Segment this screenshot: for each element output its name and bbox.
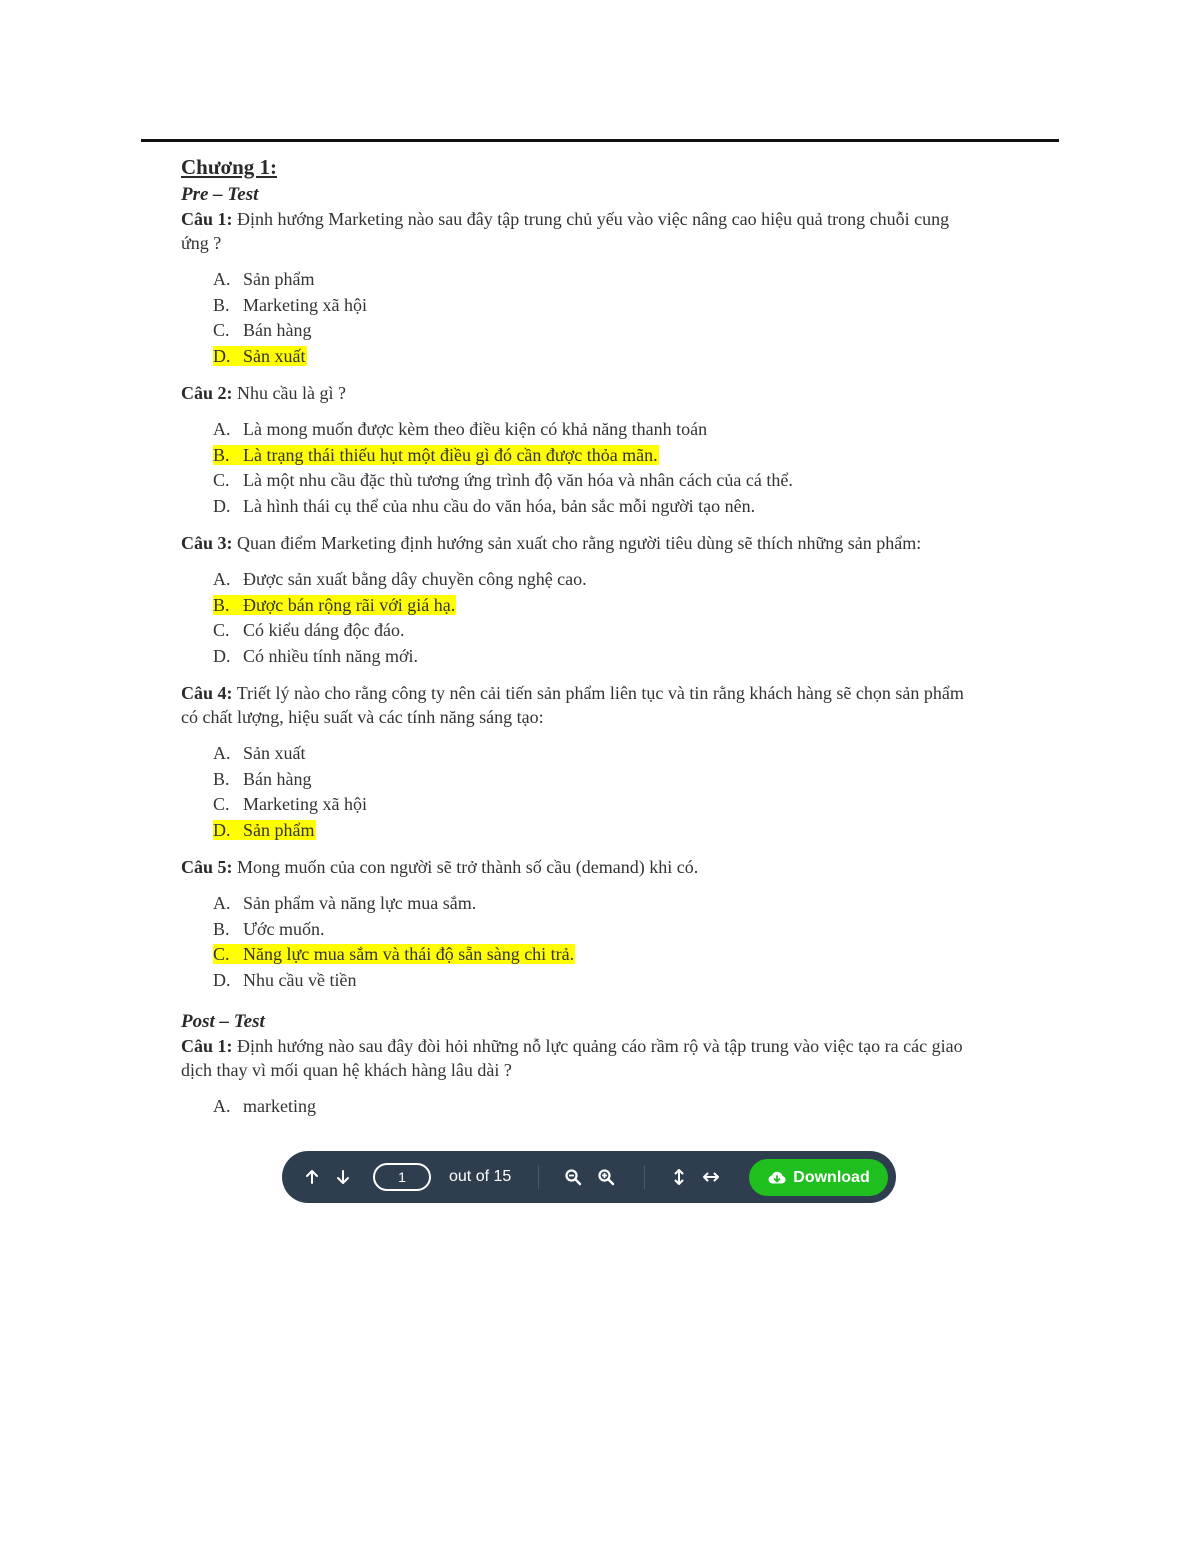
option-text: Là mong muốn được kèm theo điều kiện có khả năng thanh toán [243, 419, 708, 439]
pre-test-heading: Pre – Test [181, 184, 259, 205]
arrow-up-icon [303, 1168, 321, 1186]
option-text: Năng lực mua sắm và thái độ sẵn sàng chi trả. [243, 944, 575, 964]
option-text: Sản phẩm [243, 269, 315, 289]
option-text: Sản xuất [243, 345, 306, 366]
question-pre-2 [181, 381, 981, 405]
option-text: Marketing xã hội [243, 294, 367, 315]
viewer-toolbar [282, 1151, 896, 1203]
question-label: Câu 1: [181, 209, 233, 229]
fit-width-icon [702, 1168, 720, 1186]
question-label: Câu 2: [181, 383, 233, 403]
option-text: Sản phẩm và năng lực mua sắm. [243, 893, 477, 913]
question-pre-3 [181, 531, 981, 555]
answer-options [213, 567, 981, 669]
download-label: Download [793, 1168, 870, 1186]
question-text: Định hướng nào sau đây đòi hỏi những nỗ lực quảng cáo rầm rộ và tập trung vào việc tạo ra các giao dịch thay vì mối quan hệ khách hàng lâu dài ? [181, 1036, 963, 1080]
option-d [213, 968, 981, 994]
page-number-input[interactable]: 1 [373, 1163, 431, 1191]
option-d-highlighted [213, 818, 981, 844]
option-text: Sản xuất [243, 743, 306, 763]
option-letter: A. [213, 569, 231, 589]
question-text: Triết lý nào cho rằng công ty nên cải tiến sản phẩm liên tục và tin rằng khách hàng sẽ chọn sản phẩm có chất lượng, hiệu suất và các tính năng sáng tạo: [181, 683, 964, 727]
option-a [213, 1094, 981, 1120]
option-c [213, 792, 981, 818]
option-text: Sản phẩm [243, 819, 315, 840]
option-text: Là hình thái cụ thể của nhu cầu do văn hóa, bản sắc mỗi người tạo nên. [243, 495, 756, 516]
option-letter: A. [213, 1096, 231, 1116]
question-text: Mong muốn của con người sẽ trở thành số cầu (demand) khi có. [232, 857, 699, 877]
option-letter: C. [213, 470, 230, 490]
answer-options [213, 1094, 981, 1120]
option-b-highlighted [213, 443, 981, 469]
option-b [213, 767, 981, 793]
answer-options [213, 891, 981, 993]
zoom-out-icon [564, 1168, 582, 1186]
page-top-rule [141, 139, 1059, 142]
option-letter: B. [213, 444, 230, 465]
option-letter: A. [213, 269, 231, 289]
option-text: Có kiểu dáng độc đáo. [243, 620, 405, 640]
option-d [213, 494, 981, 520]
arrow-down-icon [334, 1168, 352, 1186]
option-letter: A. [213, 893, 231, 913]
question-post-1 [181, 1034, 981, 1082]
option-text: Là trạng thái thiếu hụt một điều gì đó cần được thỏa mãn. [243, 444, 658, 465]
question-label: Câu 5: [181, 857, 233, 877]
answer-options [213, 267, 981, 369]
question-label: Câu 1: [181, 1036, 233, 1056]
option-text: Bán hàng [243, 768, 312, 789]
option-letter: B. [213, 294, 230, 315]
question-pre-4 [181, 681, 981, 729]
option-letter: D. [213, 645, 231, 666]
option-letter: A. [213, 743, 231, 763]
zoom-in-icon [597, 1168, 615, 1186]
option-c-highlighted [213, 942, 981, 968]
option-text: Được sản xuất bằng dây chuyền công nghệ cao. [243, 569, 587, 589]
fit-height-button[interactable] [667, 1165, 691, 1189]
option-text: Ước muốn. [243, 918, 325, 939]
option-b [213, 917, 981, 943]
question-label: Câu 3: [181, 533, 233, 553]
option-letter: A. [213, 419, 231, 439]
option-text: Là một nhu cầu đặc thù tương ứng trình độ văn hóa và nhân cách của cá thể. [243, 470, 793, 490]
option-a [213, 267, 981, 293]
option-letter: D. [213, 819, 231, 840]
option-letter: C. [213, 944, 230, 964]
option-d-highlighted [213, 344, 981, 370]
question-text: Nhu cầu là gì ? [232, 383, 346, 403]
option-text: marketing [243, 1096, 316, 1116]
option-b [213, 293, 981, 319]
option-letter: B. [213, 594, 230, 615]
question-label: Câu 4: [181, 683, 233, 703]
zoom-in-button[interactable] [594, 1165, 618, 1189]
option-text: Bán hàng [243, 320, 312, 340]
option-c [213, 318, 981, 344]
zoom-out-button[interactable] [561, 1165, 585, 1189]
previous-page-button[interactable] [300, 1165, 324, 1189]
option-letter: D. [213, 345, 231, 366]
question-pre-1 [181, 207, 981, 255]
page-total-label: out of 15 [449, 1168, 512, 1185]
fit-width-button[interactable] [699, 1165, 723, 1189]
option-letter: B. [213, 768, 230, 789]
question-pre-5 [181, 855, 981, 879]
post-test-heading: Post – Test [181, 1011, 265, 1032]
next-page-button[interactable] [331, 1165, 355, 1189]
question-text: Định hướng Marketing nào sau đây tập trung chủ yếu vào việc nâng cao hiệu quả trong chuỗi cung ứng ? [181, 209, 950, 253]
document-page [181, 152, 981, 1132]
option-b-highlighted [213, 593, 981, 619]
download-button[interactable] [749, 1159, 888, 1196]
option-d [213, 644, 981, 670]
option-text: Có nhiều tính năng mới. [243, 645, 419, 666]
option-letter: D. [213, 495, 231, 516]
option-letter: D. [213, 969, 231, 990]
option-c [213, 618, 981, 644]
option-letter: C. [213, 794, 230, 814]
option-text: Nhu cầu về tiền [243, 969, 357, 990]
option-a [213, 741, 981, 767]
option-c [213, 468, 981, 494]
option-letter: C. [213, 620, 230, 640]
option-text: Marketing xã hội [243, 794, 367, 814]
option-letter: C. [213, 320, 230, 340]
chapter-title: Chương 1: [181, 155, 277, 179]
option-letter: B. [213, 918, 230, 939]
answer-options [213, 741, 981, 843]
question-text: Quan điểm Marketing định hướng sản xuất cho rằng người tiêu dùng sẽ thích những sản phẩm: [232, 533, 922, 553]
answer-options [213, 417, 981, 519]
option-a [213, 567, 981, 593]
option-a [213, 417, 981, 443]
toolbar-divider [644, 1165, 645, 1189]
toolbar-divider [538, 1165, 539, 1189]
option-a [213, 891, 981, 917]
cloud-download-icon [767, 1168, 787, 1188]
option-text: Được bán rộng rãi với giá hạ. [243, 594, 456, 615]
fit-height-icon [670, 1168, 688, 1186]
